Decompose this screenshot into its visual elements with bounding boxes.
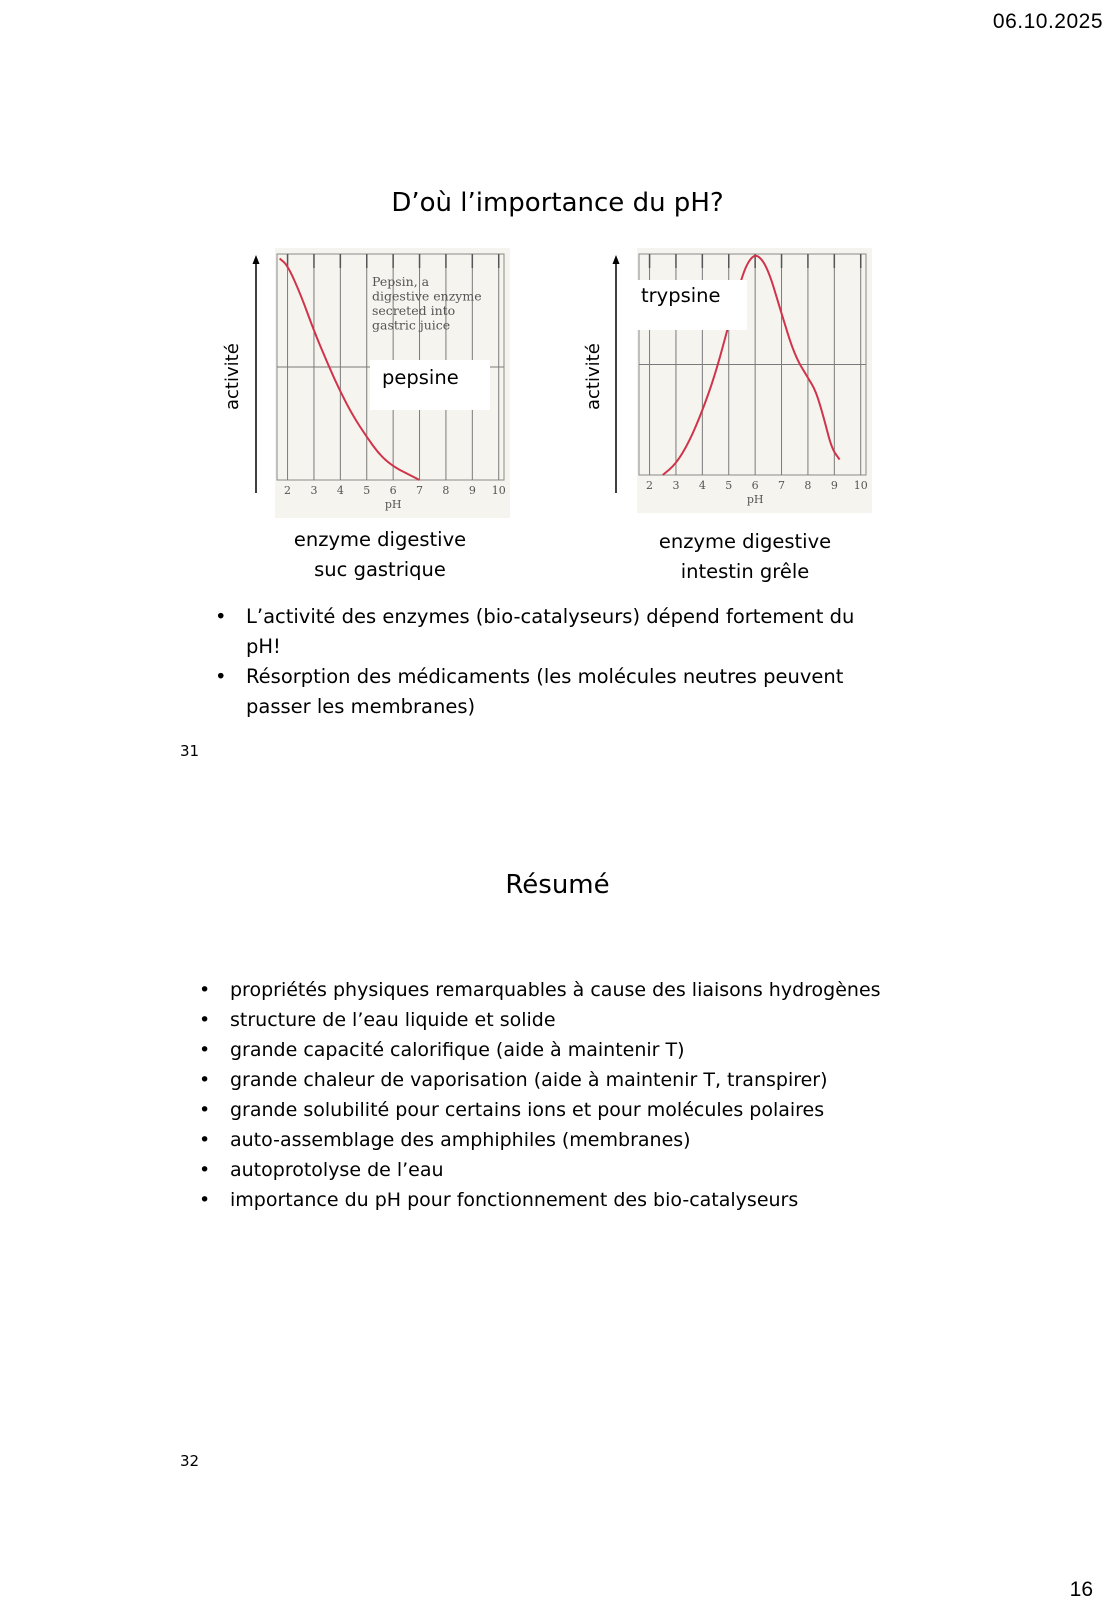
chart1-annotation-line: Pepsin, a [372, 274, 430, 289]
chart1-tick-label: 9 [468, 484, 476, 497]
chart1-xlabel: pH [384, 498, 402, 511]
slide32-title: Résumé [505, 870, 610, 900]
slide32-bullet: • grande capacité calorifique (aide à maintenir T) [197, 1035, 917, 1065]
chart1-annotation [372, 274, 482, 333]
chart2-tick-label: 10 [853, 479, 868, 492]
chart1-caption-line2: suc gastrique [314, 558, 446, 581]
chart2-tick-label: 3 [672, 479, 680, 492]
slide32-bullet: • auto-assemblage des amphiphiles (membranes) [197, 1125, 917, 1155]
slide32-number: 32 [180, 1452, 200, 1470]
slide31-title: D’où l’importance du pH? [391, 188, 724, 218]
chart1-annotation-line: secreted into [372, 303, 456, 318]
chart2-caption-line1: enzyme digestive [658, 530, 832, 553]
chart1-tick-label: 6 [389, 484, 397, 497]
slide32-bullet: • grande chaleur de vaporisation (aide à maintenir T, transpirer) [197, 1065, 917, 1095]
slide31-bullet: • Résorption des médicaments (les molécules neutres peuvent passer les membranes) [213, 662, 863, 722]
chart1-caption-line1: enzyme digestive [293, 528, 467, 551]
chart2-xlabel: pH [746, 493, 764, 506]
chart1-overlay-label: pepsine [370, 360, 490, 410]
chart2-tick-label: 9 [830, 479, 838, 492]
slide32-bullet: • structure de l’eau liquide et solide [197, 1005, 917, 1035]
chart1-tick-label: 4 [336, 484, 344, 497]
chart2-overlay-label: trypsine [637, 280, 747, 330]
chart2-tick-label: 6 [751, 479, 759, 492]
chart1-annotation-line: gastric juice [372, 317, 451, 333]
chart2-tick-label: 2 [646, 479, 654, 492]
slide32-bullet: • importance du pH pour fonctionnement des bio-catalyseurs [197, 1185, 917, 1215]
chart2-y-arrow [610, 255, 622, 495]
page-number: 16 [1069, 1578, 1093, 1601]
slide32-bullet: • propriétés physiques remarquables à cause des liaisons hydrogènes [197, 975, 917, 1005]
slide32-bullet: • autoprotolyse de l’eau [197, 1155, 917, 1185]
chart1-tick-label: 7 [416, 484, 424, 497]
slide31-number: 31 [180, 742, 200, 760]
slide32-bullets [197, 975, 917, 1215]
chart1-ylabel: activité [222, 343, 243, 410]
print-date: 06.10.2025 [992, 10, 1103, 33]
chart1-tick-label: 5 [363, 484, 371, 497]
chart2-tick-label: 5 [725, 479, 733, 492]
chart2-ylabel: activité [583, 343, 604, 410]
chart2-tick-label: 8 [804, 479, 812, 492]
chart2-caption-line2: intestin grêle [680, 560, 810, 583]
chart1-tick-label: 2 [284, 484, 292, 497]
chart1-tick-label: 10 [491, 484, 506, 497]
slide31-bullet: • L’activité des enzymes (bio-catalyseurs) dépend fortement du pH! [213, 602, 863, 662]
chart2-tick-label: 7 [778, 479, 786, 492]
chart1-y-arrow [250, 255, 262, 495]
chart1-tick-label: 3 [310, 484, 318, 497]
slide31-bullets [213, 602, 863, 722]
slide32-bullet: • grande solubilité pour certains ions et pour molécules polaires [197, 1095, 917, 1125]
chart2-tick-label: 4 [698, 479, 706, 492]
chart1-caption [260, 525, 500, 585]
chart1-annotation-line: digestive enzyme [372, 288, 482, 304]
chart2-caption [625, 527, 865, 587]
chart1-tick-label: 8 [442, 484, 450, 497]
